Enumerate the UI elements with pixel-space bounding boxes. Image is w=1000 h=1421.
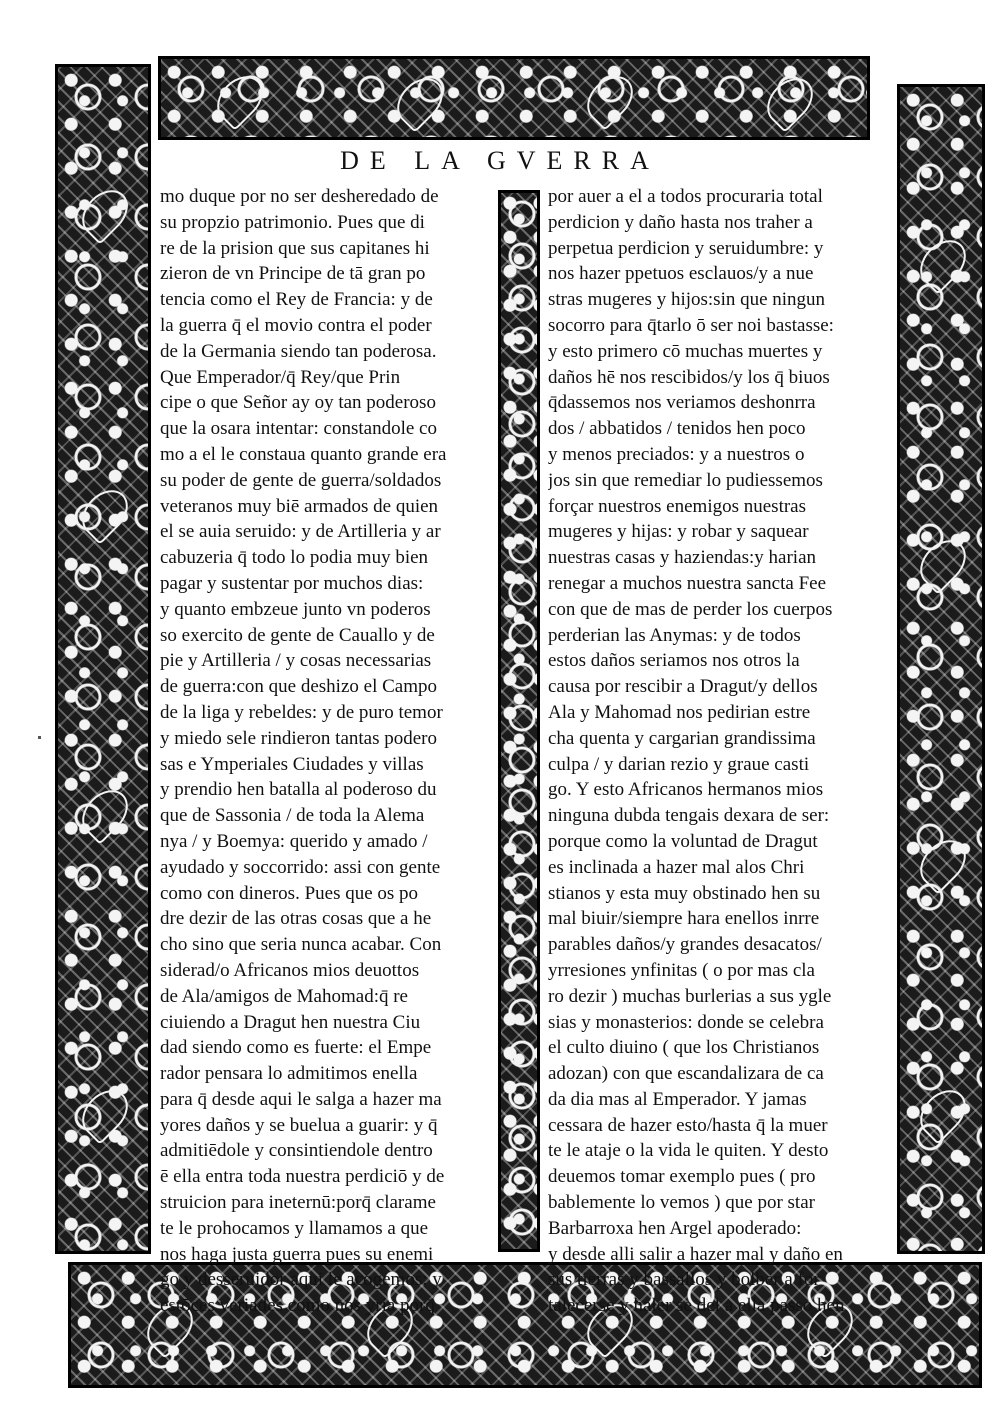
text-line: da dia mas al Emperador. Y jamas <box>548 1088 807 1110</box>
text-line: renegar a muchos nuestra sancta Fee <box>548 572 827 594</box>
text-line: socorro para q̄tarlo ō ser noi bastasse: <box>548 314 834 336</box>
text-line: mal biuir/siempre hara enellos inrre <box>548 908 820 930</box>
text-line: go. Y esto Africanos hermanos mios <box>548 779 824 801</box>
text-line: y quanto embzeue junto vn poderos <box>160 598 431 620</box>
text-line: te le ataje o la vida le quiten. Y desto <box>548 1140 829 1162</box>
text-line: ē ella entra toda nuestra perdiciō y de <box>160 1166 445 1188</box>
text-line: admitiēdole y consintiendole dentro <box>160 1140 433 1162</box>
text-line: que la osara intentar: constandole co <box>160 418 437 440</box>
text-line: go y desseruidor aqui le acogemos: y <box>160 1269 442 1291</box>
text-line: y prendio hen batalla al poderoso du <box>160 779 437 801</box>
text-line: y desde alli salir a hazer mal y daño en <box>548 1243 843 1265</box>
text-line: el se auia seruido: y de Artilleria y ar <box>160 521 441 543</box>
text-line: nya / y Boemya: querido y amado / <box>160 830 428 852</box>
text-line: pagar y sustentar por muchos dias: <box>160 572 424 594</box>
text-line: sas e Ymperiales Ciudades y villas <box>160 753 424 775</box>
text-line: que de Sassonia / de toda la Alema <box>160 805 425 827</box>
text-line: el culto diuino ( que los Christianos <box>548 1037 820 1059</box>
text-line: Barbarroxa hen Argel apoderado: <box>548 1217 802 1239</box>
text-line: jos sin que remediar lo pudiessemos <box>548 469 823 491</box>
text-line: mo a el le constaua quanto grande era <box>160 443 447 465</box>
text-line: culpa / y darian rezio y graue casti <box>548 753 810 775</box>
text-line: estos daños seriamos nos otros la <box>548 650 800 672</box>
text-line: y esto primero cō muchas muertes y <box>548 340 823 362</box>
text-line: porque como la voluntad de Dragut <box>548 830 818 852</box>
text-line: deuemos tomar exemplo pues ( pro <box>548 1166 816 1188</box>
text-line: cabuzeria q̄ todo lo podia muy bien <box>160 547 429 569</box>
running-head: DE LA GVERRA <box>340 146 660 175</box>
text-line: sias y monasterios: donde se celebra <box>548 1011 824 1033</box>
text-line: stianos y esta muy obstinado hen su <box>548 882 821 904</box>
text-line: con que de mas de perder los cuerpos <box>548 598 833 620</box>
text-line: te le prohocamos y llamamos a que <box>160 1217 429 1239</box>
text-line: stras mugeres y hijos:sin que ningun <box>548 289 826 311</box>
text-line: y miedo sele rindieron tantas podero <box>160 727 438 749</box>
text-line: rador pensara lo admitimos enella <box>160 1063 418 1085</box>
text-line: dad siendo como es fuerte: el Empe <box>160 1037 432 1059</box>
text-line: Que Emperador/q̄ Rey/que Prin <box>160 366 401 388</box>
text-line: forçar nuestros enemigos nuestras <box>548 495 807 517</box>
text-line: nos hazer ppetuos esclauos/y a nue <box>548 263 814 285</box>
text-line: es inclinada a hazer mal alos Chri <box>548 856 805 878</box>
text-line: q̄dassemos nos veriamos deshonrra <box>548 392 816 414</box>
text-line: bablemente lo vemos ) que por star <box>548 1192 815 1214</box>
text-line: so exercito de gente de Cauallo y de <box>160 624 435 646</box>
text-line: daños hē nos rescibidos/y los q̄ biuos <box>548 366 830 388</box>
text-line: nuestras casas y haziendas:y harian <box>548 547 817 569</box>
text-line: talecerse y haler se del a ella passo hen <box>548 1295 845 1317</box>
text-line: ro dezir ) muchas burlerias a sus ygle <box>548 985 832 1007</box>
text-line: mugeres y hijas: y robar y saquear <box>548 521 809 543</box>
text-line: sus tierras y bassallos y bolber a for <box>548 1269 820 1291</box>
text-line: de la liga y rebeldes: y de puro temor <box>160 701 443 723</box>
text-line: perdicion y daño hasta nos traher a <box>548 211 813 233</box>
text-line: tencia como el Rey de Francia: y de <box>160 289 433 311</box>
text-line: su propzio patrimonio. Pues que di <box>160 211 425 233</box>
left-woodcut-border <box>55 64 151 1254</box>
text-line: Ala y Mahomad nos pedirian estre <box>548 701 811 723</box>
text-line: cessara de hazer esto/hasta q̄ la muer <box>548 1114 828 1136</box>
text-line: de guerra:con que deshizo el Campo <box>160 676 437 698</box>
center-column-divider <box>498 190 540 1252</box>
text-line: perderian las Anymas: y de todos <box>548 624 801 646</box>
text-line: cipe o que Señor ay oy tan poderoso <box>160 392 436 414</box>
text-line: parables daños/y grandes desacatos/ <box>548 934 822 956</box>
text-line: de Ala/amigos de Mahomad:q̄ re <box>160 985 408 1007</box>
text-line: de la Germania siendo tan poderosa. <box>160 340 437 362</box>
text-line: veteranos muy biē armados de quien <box>160 495 439 517</box>
left-text-column <box>160 184 493 1319</box>
text-line: cho sino que seria nunca acabar. Con <box>160 934 442 956</box>
right-woodcut-border <box>897 84 985 1254</box>
text-line: pie y Artilleria / y cosas necessarias <box>160 650 432 672</box>
text-line: yores daños y se buelua a guarir: y q̄ <box>160 1114 438 1136</box>
text-line: ayudado y soccorrido: assi con gente <box>160 856 441 878</box>
text-line: por auer a el a todos procuraria total <box>548 186 823 207</box>
text-line: yrresiones ynfinitas ( o por mas cla <box>548 959 815 981</box>
text-line: su poder de gente de guerra/soldados <box>160 469 442 491</box>
text-line: dos / abbatidos / tenidos hen poco <box>548 418 806 440</box>
text-line: struicion para ineternū:porq̄ clarame <box>160 1192 436 1214</box>
right-text-column <box>548 184 886 1319</box>
text-line: la guerra q̄ el movio contra el poder <box>160 314 432 336</box>
text-line: cha quenta y cargarian grandissima <box>548 727 816 749</box>
text-line: perpetua perdicion y seruidumbre: y <box>548 237 824 259</box>
text-line: y menos preciados: y a nuestros o <box>548 443 805 465</box>
text-line: mo duque por no ser desheredado de <box>160 186 439 207</box>
text-line: re de la prision que sus capitanes hi <box>160 237 430 259</box>
ink-speck <box>38 736 41 739</box>
text-line: causa por rescibir a Dragut/y dellos <box>548 676 818 698</box>
text-line: ciuiendo a Dragut hen nuestra Ciu <box>160 1011 421 1033</box>
text-line: dre dezir de las otras cosas que a he <box>160 908 432 930</box>
text-line: como con dineros. Pues que os po <box>160 882 419 904</box>
top-woodcut-border <box>158 56 870 140</box>
text-line: para q̄ desde aqui le salga a hazer ma <box>160 1088 442 1110</box>
text-line: adozan) con que escandalizara de ca <box>548 1063 824 1085</box>
text-line: siderad/o Africanos mios deuottos <box>160 959 420 981</box>
text-line: zieron de vn Principe de tā gran po <box>160 263 426 285</box>
text-line: estōces veriades como nos yria porq̄ <box>160 1295 435 1317</box>
text-line: nos haga justa guerra pues su enemi <box>160 1243 434 1265</box>
text-line: ninguna dubda tengais dexara de ser: <box>548 805 830 827</box>
